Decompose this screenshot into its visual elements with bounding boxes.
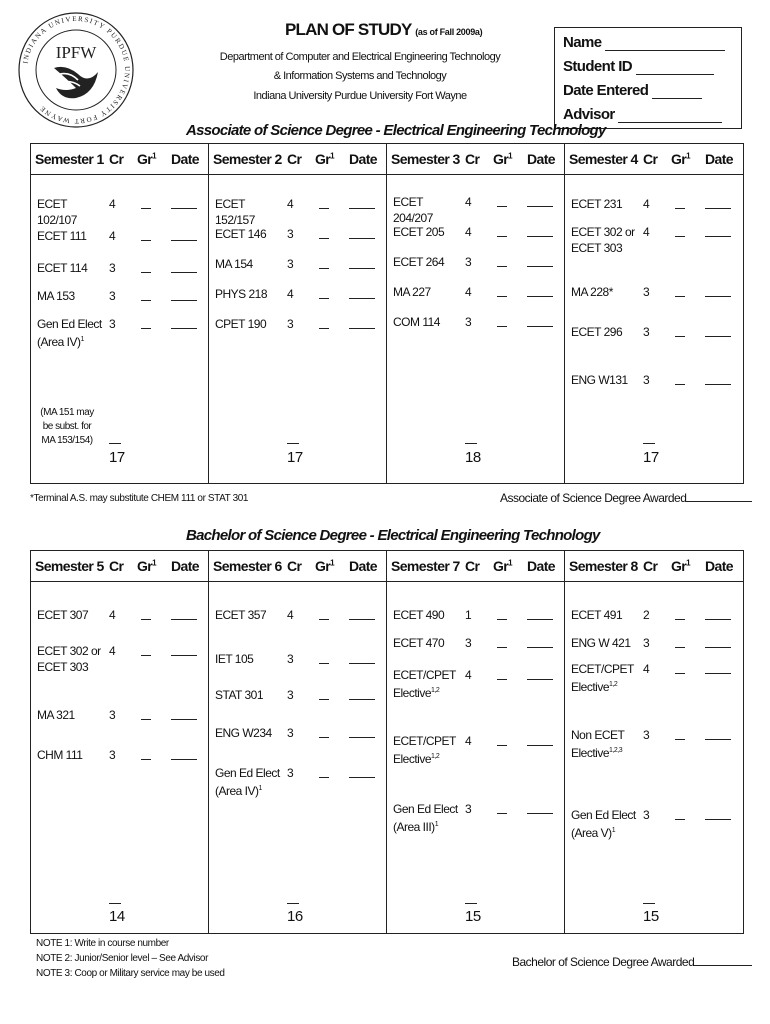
associate-degree-title: Associate of Science Degree - Electrical Engineering Technology xyxy=(186,122,606,139)
date-blank[interactable] xyxy=(171,240,197,241)
date-blank[interactable] xyxy=(349,298,375,299)
course-name: ECET 307 xyxy=(37,608,89,622)
date-blank[interactable] xyxy=(349,208,375,209)
grade-blank[interactable] xyxy=(675,619,685,620)
plan-title: PLAN OF STUDY (as of Fall 2009a) xyxy=(285,20,483,39)
date-blank[interactable] xyxy=(527,745,553,746)
course-name: ENG W 421 xyxy=(571,636,631,650)
grade-blank[interactable] xyxy=(497,647,507,648)
date-blank[interactable] xyxy=(349,238,375,239)
course-name: ENG W234 xyxy=(215,726,272,740)
course-credits: 3 xyxy=(643,636,650,650)
course-credits: 3 xyxy=(643,373,650,387)
grade-header: Gr$^1$ xyxy=(315,151,334,167)
semester-label: Semester 4 xyxy=(569,151,638,167)
date-blank[interactable] xyxy=(171,619,197,620)
semester-total-credits: 14 xyxy=(109,908,125,925)
date-blank[interactable] xyxy=(527,813,553,814)
course-credits: 2 xyxy=(643,608,650,622)
course-credits: 4 xyxy=(109,197,116,211)
title-note: (as of Fall 2009a) xyxy=(415,27,483,37)
credits-header: Cr xyxy=(465,151,480,167)
grade-blank[interactable] xyxy=(141,328,151,329)
credits-header: Cr xyxy=(287,151,302,167)
course-credits: 3 xyxy=(109,748,116,762)
date-blank[interactable] xyxy=(705,336,731,337)
grade-blank[interactable] xyxy=(497,296,507,297)
column-divider xyxy=(564,144,565,483)
grade-blank[interactable] xyxy=(319,298,329,299)
date-header: Date xyxy=(527,558,555,574)
date-blank[interactable] xyxy=(705,647,731,648)
course-credits: 4 xyxy=(643,197,650,211)
course-name: ECET 152/157 xyxy=(215,197,255,227)
grade-blank[interactable] xyxy=(497,236,507,237)
grade-blank[interactable] xyxy=(141,759,151,760)
grade-footnote-marker: 1 xyxy=(330,558,334,568)
name-field[interactable]: Name xyxy=(563,34,725,51)
course-name: ENG W131 xyxy=(571,373,628,387)
svg-text:IPFW: IPFW xyxy=(55,43,97,62)
total-rule xyxy=(465,443,477,444)
grade-blank[interactable] xyxy=(141,719,151,720)
grade-header: Gr$^1$ xyxy=(493,151,512,167)
course-credits: 3 xyxy=(643,285,650,299)
course-footnote-marker: 1,2 xyxy=(431,687,440,694)
date-blank[interactable] xyxy=(705,673,731,674)
course-credits: 4 xyxy=(465,734,472,748)
course-credits: 3 xyxy=(109,289,116,303)
credits-header: Cr xyxy=(643,151,658,167)
semester-label: Semester 5 xyxy=(35,558,104,574)
bachelor-awarded[interactable]: Bachelor of Science Degree Awarded xyxy=(512,955,752,969)
semester-label: Semester 6 xyxy=(213,558,282,574)
date-blank[interactable] xyxy=(171,655,197,656)
grade-blank[interactable] xyxy=(675,673,685,674)
date-header: Date xyxy=(349,151,377,167)
grade-blank[interactable] xyxy=(497,745,507,746)
course-name: MA 153 xyxy=(37,289,75,303)
course-credits: 3 xyxy=(465,802,472,816)
course-credits: 3 xyxy=(287,726,294,740)
grade-header: Gr$^1$ xyxy=(493,558,512,574)
grade-blank[interactable] xyxy=(319,699,329,700)
grade-blank[interactable] xyxy=(141,208,151,209)
course-name: Gen Ed Elect (Area V)$^1$ xyxy=(571,808,636,840)
semester-total-credits: 16 xyxy=(287,908,303,925)
course-name: ECET 491 xyxy=(571,608,623,622)
total-rule xyxy=(643,903,655,904)
semester-total-credits: 17 xyxy=(643,449,659,466)
course-credits: 4 xyxy=(287,197,294,211)
course-credits: 3 xyxy=(643,728,650,742)
grade-blank[interactable] xyxy=(141,655,151,656)
date-blank[interactable] xyxy=(705,619,731,620)
course-name: ECET 205 xyxy=(393,225,445,239)
course-credits: 3 xyxy=(287,688,294,702)
course-name: ECET 470 xyxy=(393,636,445,650)
course-name: ECET 357 xyxy=(215,608,267,622)
column-divider xyxy=(386,144,387,483)
date-blank[interactable] xyxy=(527,647,553,648)
semester-label: Semester 1 xyxy=(35,151,104,167)
date-blank[interactable] xyxy=(171,300,197,301)
grade-header: Gr$^1$ xyxy=(137,151,156,167)
semester-label: Semester 3 xyxy=(391,151,460,167)
course-name: PHYS 218 xyxy=(215,287,268,301)
semester-label: Semester 8 xyxy=(569,558,638,574)
course-credits: 3 xyxy=(287,317,294,331)
date-header: Date xyxy=(171,558,199,574)
course-name: ECET 302 or ECET 303 xyxy=(37,644,101,674)
grade-blank[interactable] xyxy=(497,619,507,620)
course-name: ECET 204/207 xyxy=(393,195,433,225)
course-credits: 4 xyxy=(109,644,116,658)
total-rule xyxy=(287,443,299,444)
course-name: CHM 111 xyxy=(37,748,83,762)
total-rule xyxy=(465,903,477,904)
note-2: NOTE 2: Junior/Senior level – See Advisor xyxy=(36,953,209,964)
column-divider xyxy=(208,551,209,933)
course-name: ECET 302 or ECET 303 xyxy=(571,225,635,255)
course-credits: 4 xyxy=(109,608,116,622)
student-id-field[interactable]: Student ID xyxy=(563,58,714,75)
grade-header: Gr$^1$ xyxy=(671,558,690,574)
course-credits: 3 xyxy=(109,317,116,331)
grade-blank[interactable] xyxy=(141,619,151,620)
date-blank[interactable] xyxy=(349,699,375,700)
course-name: ECET 296 xyxy=(571,325,623,339)
note-3: NOTE 3: Coop or Military service may be used xyxy=(36,968,225,979)
semester-note: (MA 151 may be subst. for MA 153/154) xyxy=(40,407,94,446)
course-credits: 3 xyxy=(287,227,294,241)
course-name: MA 154 xyxy=(215,257,253,271)
course-name: ECET 111 xyxy=(37,229,87,243)
grade-header: Gr$^1$ xyxy=(315,558,334,574)
student-info-box xyxy=(554,27,742,129)
course-credits: 4 xyxy=(465,285,472,299)
course-credits: 3 xyxy=(465,636,472,650)
course-footnote-marker: 1 xyxy=(80,336,84,343)
course-name: COM 114 xyxy=(393,315,440,329)
bachelor-degree-title: Bachelor of Science Degree - Electrical Engineering Technology xyxy=(186,527,600,544)
semester-label: Semester 7 xyxy=(391,558,460,574)
course-credits: 3 xyxy=(287,257,294,271)
date-header: Date xyxy=(705,558,733,574)
semester-total-credits: 18 xyxy=(465,449,481,466)
dept-line-3: Indiana University Purdue University Fort Wayne xyxy=(253,90,467,102)
advisor-field[interactable]: Advisor xyxy=(563,106,722,123)
grade-blank[interactable] xyxy=(497,206,507,207)
date-blank[interactable] xyxy=(705,208,731,209)
course-name: ECET 231 xyxy=(571,197,623,211)
dept-line-2: & Information Systems and Technology xyxy=(273,70,447,82)
semester-total-credits: 15 xyxy=(465,908,481,925)
column-divider xyxy=(564,551,565,933)
course-credits: 3 xyxy=(465,255,472,269)
grade-blank[interactable] xyxy=(675,296,685,297)
course-name: ECET 146 xyxy=(215,227,267,241)
course-name: MA 228* xyxy=(571,285,613,299)
course-name: ECET/CPET Elective$^{1,2}$ xyxy=(393,668,456,700)
grade-footnote-marker: 1 xyxy=(330,151,334,161)
date-blank[interactable] xyxy=(349,268,375,269)
grade-blank[interactable] xyxy=(675,647,685,648)
course-name: IET 105 xyxy=(215,652,254,666)
course-credits: 3 xyxy=(109,708,116,722)
grade-header: Gr$^1$ xyxy=(137,558,156,574)
course-credits: 4 xyxy=(643,662,650,676)
associate-awarded[interactable]: Associate of Science Degree Awarded xyxy=(500,491,752,505)
course-name: ECET 264 xyxy=(393,255,445,269)
date-blank[interactable] xyxy=(705,236,731,237)
grade-footnote-marker: 1 xyxy=(686,558,690,568)
date-blank[interactable] xyxy=(705,296,731,297)
course-credits: 4 xyxy=(465,195,472,209)
date-blank[interactable] xyxy=(349,619,375,620)
date-header: Date xyxy=(527,151,555,167)
date-header: Date xyxy=(171,151,199,167)
total-rule xyxy=(643,443,655,444)
grade-blank[interactable] xyxy=(141,272,151,273)
grade-blank[interactable] xyxy=(497,679,507,680)
semester-label: Semester 2 xyxy=(213,151,282,167)
semester-total-credits: 15 xyxy=(643,908,659,925)
date-header: Date xyxy=(705,151,733,167)
date-blank[interactable] xyxy=(527,266,553,267)
date-header: Date xyxy=(349,558,377,574)
grade-footnote-marker: 1 xyxy=(508,151,512,161)
grade-blank[interactable] xyxy=(319,328,329,329)
column-divider xyxy=(208,144,209,483)
course-name: MA 227 xyxy=(393,285,431,299)
course-credits: 4 xyxy=(109,229,116,243)
course-name: Gen Ed Elect (Area IV)$^1$ xyxy=(215,766,280,798)
date-blank[interactable] xyxy=(527,326,553,327)
grade-blank[interactable] xyxy=(319,619,329,620)
grade-blank[interactable] xyxy=(319,238,329,239)
course-name: ECET 102/107 xyxy=(37,197,77,227)
date-entered-field[interactable]: Date Entered xyxy=(563,82,702,99)
credits-header: Cr xyxy=(465,558,480,574)
credits-header: Cr xyxy=(109,151,124,167)
course-name: MA 321 xyxy=(37,708,75,722)
course-name: Gen Ed Elect (Area III)$^1$ xyxy=(393,802,458,834)
date-blank[interactable] xyxy=(705,384,731,385)
date-blank[interactable] xyxy=(705,819,731,820)
total-rule xyxy=(109,443,121,444)
course-credits: 3 xyxy=(643,808,650,822)
course-footnote-marker: 1 xyxy=(258,785,262,792)
semester-total-credits: 17 xyxy=(287,449,303,466)
grade-blank[interactable] xyxy=(675,236,685,237)
grade-header: Gr$^1$ xyxy=(671,151,690,167)
date-blank[interactable] xyxy=(349,328,375,329)
course-name: ECET 114 xyxy=(37,261,88,275)
course-footnote-marker: 1,2,3 xyxy=(609,747,623,754)
grade-blank[interactable] xyxy=(675,819,685,820)
course-name: ECET/CPET Elective$^{1,2}$ xyxy=(571,662,634,694)
note-1: NOTE 1: Write in course number xyxy=(36,938,169,949)
grade-footnote-marker: 1 xyxy=(152,558,156,568)
total-rule xyxy=(109,903,121,904)
date-blank[interactable] xyxy=(171,208,197,209)
credits-header: Cr xyxy=(109,558,124,574)
course-credits: 3 xyxy=(465,315,472,329)
course-footnote-marker: 1 xyxy=(611,827,616,834)
column-divider xyxy=(386,551,387,933)
grade-blank[interactable] xyxy=(497,326,507,327)
date-blank[interactable] xyxy=(349,737,375,738)
grade-blank[interactable] xyxy=(319,737,329,738)
credits-header: Cr xyxy=(643,558,658,574)
course-name: ECET/CPET Elective$^{1,2}$ xyxy=(393,734,456,766)
ipfw-seal-logo xyxy=(16,10,136,130)
course-credits: 1 xyxy=(465,608,472,622)
course-credits: 4 xyxy=(465,668,472,682)
date-blank[interactable] xyxy=(349,777,375,778)
date-blank[interactable] xyxy=(527,296,553,297)
grade-blank[interactable] xyxy=(141,240,151,241)
course-credits: 4 xyxy=(287,287,294,301)
date-blank[interactable] xyxy=(527,679,553,680)
course-credits: 3 xyxy=(643,325,650,339)
grade-blank[interactable] xyxy=(497,813,507,814)
grade-blank[interactable] xyxy=(319,208,329,209)
course-credits: 4 xyxy=(287,608,294,622)
date-blank[interactable] xyxy=(171,759,197,760)
grade-blank[interactable] xyxy=(141,300,151,301)
date-blank[interactable] xyxy=(527,619,553,620)
course-credits: 3 xyxy=(287,766,294,780)
svg-text:INDIANA UNIVERSITY PURDUE UNIV: INDIANA UNIVERSITY PURDUE UNIVERSITY FORT WAYNE xyxy=(21,14,132,126)
course-name: ECET 490 xyxy=(393,608,445,622)
grade-footnote-marker: 1 xyxy=(152,151,156,161)
grade-footnote-marker: 1 xyxy=(686,151,690,161)
course-footnote-marker: 1 xyxy=(434,821,439,828)
course-name: STAT 301 xyxy=(215,688,264,702)
course-credits: 4 xyxy=(465,225,472,239)
date-blank[interactable] xyxy=(705,739,731,740)
grade-blank[interactable] xyxy=(319,663,329,664)
total-rule xyxy=(287,903,299,904)
dept-line-1: Department of Computer and Electrical Engineering Technology xyxy=(219,51,501,63)
course-name: CPET 190 xyxy=(215,317,267,331)
course-name: Gen Ed Elect (Area IV)$^1$ xyxy=(37,317,102,349)
semester-total-credits: 17 xyxy=(109,449,125,466)
grade-blank[interactable] xyxy=(497,266,507,267)
course-name: Non ECET Elective$^{1,2,3}$ xyxy=(571,728,625,760)
course-credits: 3 xyxy=(287,652,294,666)
bachelor-plan-table xyxy=(30,550,744,934)
course-footnote-marker: 1,2 xyxy=(609,681,618,688)
grade-blank[interactable] xyxy=(675,336,685,337)
course-footnote-marker: 1,2 xyxy=(431,753,440,760)
date-blank[interactable] xyxy=(527,206,553,207)
grade-blank[interactable] xyxy=(675,384,685,385)
date-blank[interactable] xyxy=(349,663,375,664)
grade-footnote-marker: 1 xyxy=(508,558,512,568)
associate-plan-table xyxy=(30,143,744,484)
date-blank[interactable] xyxy=(171,272,197,273)
grade-blank[interactable] xyxy=(319,268,329,269)
grade-blank[interactable] xyxy=(675,739,685,740)
date-blank[interactable] xyxy=(527,236,553,237)
date-blank[interactable] xyxy=(171,328,197,329)
course-credits: 3 xyxy=(109,261,116,275)
grade-blank[interactable] xyxy=(319,777,329,778)
date-blank[interactable] xyxy=(171,719,197,720)
course-credits: 4 xyxy=(643,225,650,239)
credits-header: Cr xyxy=(287,558,302,574)
grade-blank[interactable] xyxy=(675,208,685,209)
associate-footnote: *Terminal A.S. may substitute CHEM 111 or STAT 301 xyxy=(30,493,249,504)
